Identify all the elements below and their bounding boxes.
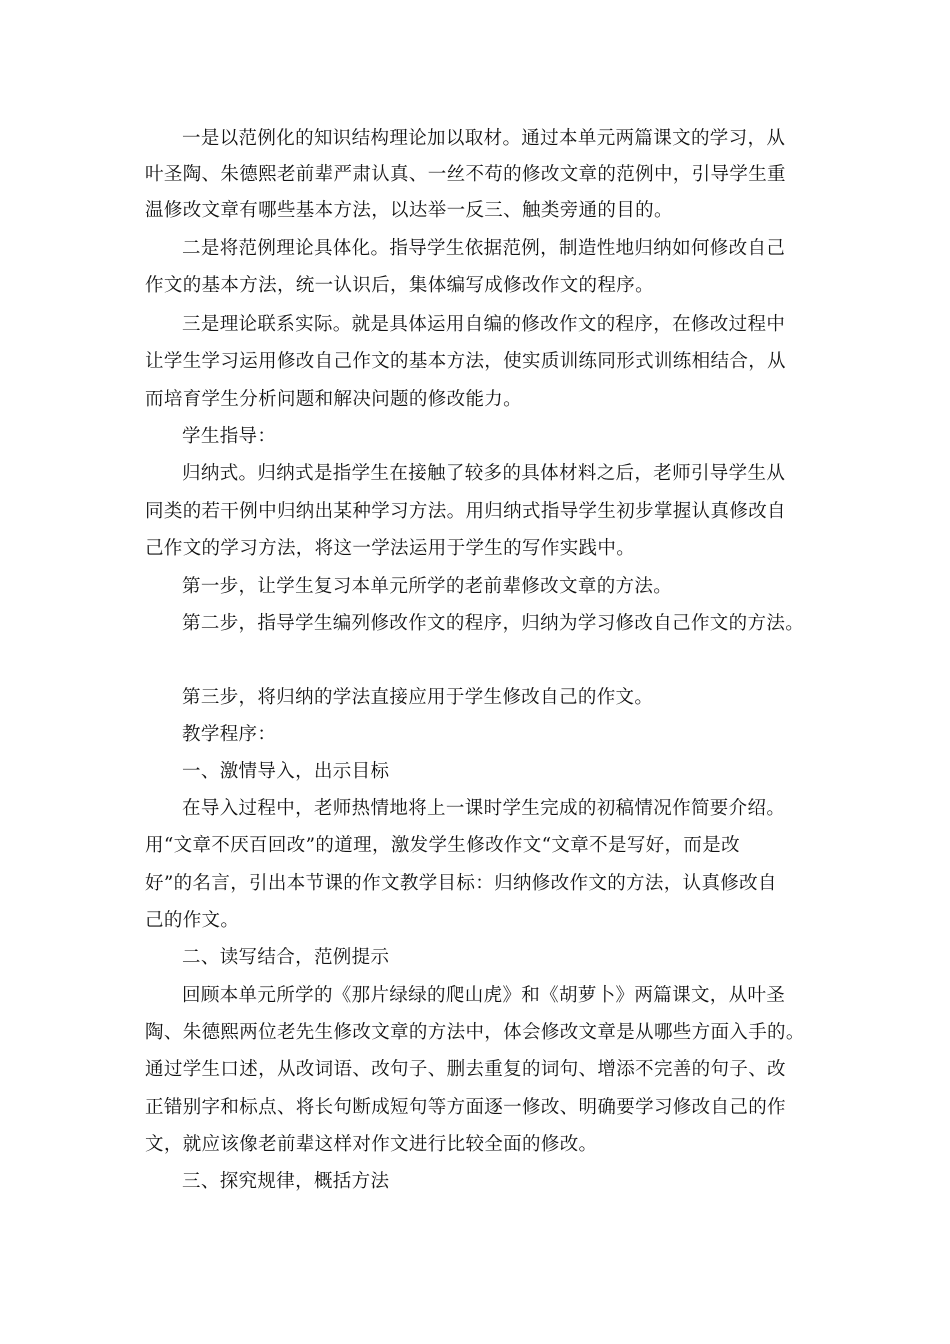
paragraph-line: 让学生学习运用修改自己作文的基本方法，使实质训练同形式训练相结合，从 xyxy=(145,351,786,372)
paragraph-line: 作文的基本方法，统一认识后，集体编写成修改作文的程序。 xyxy=(145,275,654,296)
section-heading: 二、读写结合，范例提示 xyxy=(182,947,390,968)
paragraph-line: 陶、朱德熙两位老先生修改文章的方法中，体会修改文章是从哪些方面入手的。 xyxy=(145,1022,805,1043)
paragraph-line: 温修改文章有哪些基本方法，以达举一反三、触类旁通的目的。 xyxy=(145,200,673,221)
paragraph-line: 正错别字和标点、将长句断成短句等方面逐一修改、明确要学习修改自己的作 xyxy=(145,1097,786,1118)
paragraph-line: 一是以范例化的知识结构理论加以取材。通过本单元两篇课文的学习，从 xyxy=(182,128,786,149)
step-line: 第一步，让学生复习本单元所学的老前辈修改文章的方法。 xyxy=(182,576,673,597)
paragraph-line: 好”的名言，引出本节课的作文教学目标：归纳修改作文的方法，认真修改自 xyxy=(145,873,777,894)
paragraph-line: 而培育学生分析问题和解决问题的修改能力。 xyxy=(145,389,523,410)
paragraph-line: 叶圣陶、朱德熙老前辈严肃认真、一丝不苟的修改文章的范例中，引导学生重 xyxy=(145,164,786,185)
paragraph-line: 通过学生口述，从改词语、改句子、删去重复的词句、增添不完善的句子、改 xyxy=(145,1059,786,1080)
paragraph-line: 归纳式。归纳式是指学生在接触了较多的具体材料之后，老师引导学生从 xyxy=(182,463,786,484)
paragraph-line: 己的作文。 xyxy=(145,910,240,931)
paragraph-line: 同类的若干例中归纳出某种学习方法。用归纳式指导学生初步掌握认真修改自 xyxy=(145,501,786,522)
step-line: 第三步，将归纳的学法直接应用于学生修改自己的作文。 xyxy=(182,687,654,708)
section-heading: 三、探究规律，概括方法 xyxy=(182,1171,390,1192)
paragraph-line: 己作文的学习方法，将这一学法运用于学生的写作实践中。 xyxy=(145,538,636,559)
paragraph-line: 三是理论联系实际。就是具体运用自编的修改作文的程序，在修改过程中 xyxy=(182,314,786,335)
paragraph-line: 在导入过程中，老师热情地将上一课时学生完成的初稿情况作简要介绍。 xyxy=(182,798,786,819)
paragraph-line: 用“文章不厌百回改”的道理，激发学生修改作文“文章不是写好，而是改 xyxy=(145,835,740,856)
section-heading: 一、激情导入，出示目标 xyxy=(182,761,390,782)
section-label: 学生指导： xyxy=(182,426,277,447)
paragraph-line: 文，就应该像老前辈这样对作文进行比较全面的修改。 xyxy=(145,1134,598,1155)
paragraph-line: 回顾本单元所学的《那片绿绿的爬山虎》和《胡萝卜》两篇课文，从叶圣 xyxy=(182,985,786,1006)
paragraph-line: 二是将范例理论具体化。指导学生依据范例，制造性地归纳如何修改自己 xyxy=(182,238,786,259)
step-line: 第二步，指导学生编列修改作文的程序，归纳为学习修改自己作文的方法。 xyxy=(182,613,805,634)
section-label: 教学程序： xyxy=(182,724,277,745)
